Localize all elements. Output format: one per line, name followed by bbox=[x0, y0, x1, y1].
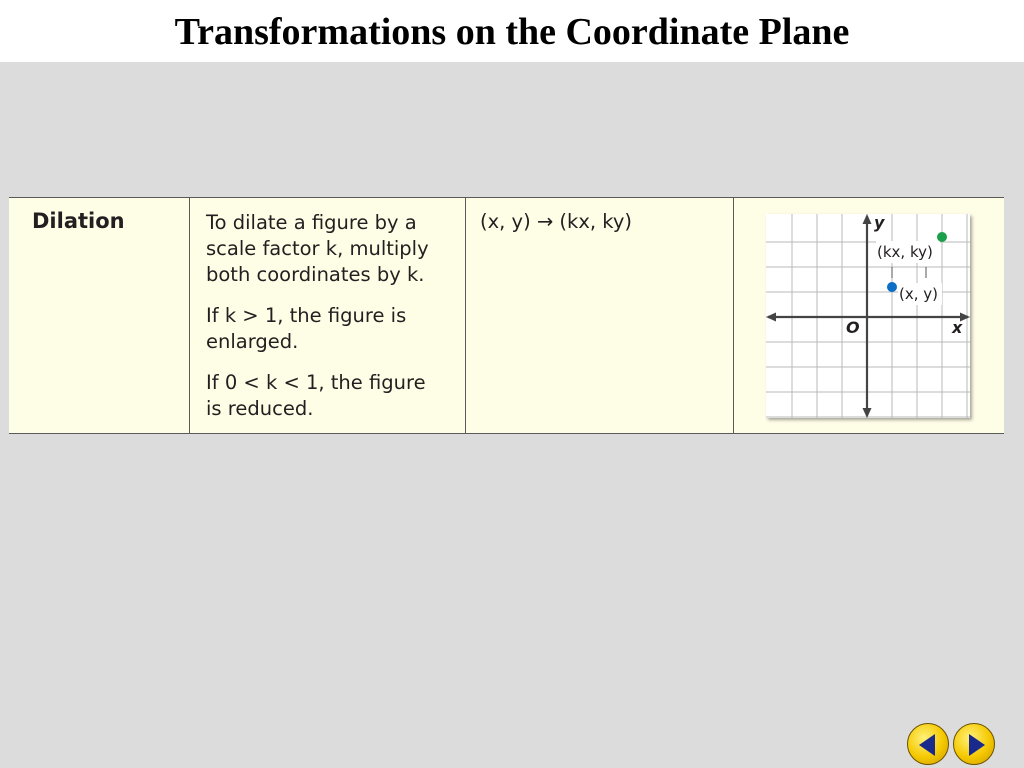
term-cell bbox=[9, 198, 190, 433]
image-point-label: (kx, ky) bbox=[877, 243, 933, 261]
image-point bbox=[937, 232, 947, 242]
y-axis-arrow-up-icon bbox=[863, 214, 872, 224]
description-line: If 0 < k < 1, the figure bbox=[206, 371, 426, 394]
description-paragraph-3 bbox=[206, 370, 461, 422]
description-line: To dilate a figure by a bbox=[206, 211, 417, 234]
description-paragraph-1 bbox=[206, 210, 461, 288]
original-point bbox=[887, 282, 897, 292]
description-text bbox=[206, 210, 461, 437]
description-paragraph-2 bbox=[206, 303, 461, 355]
description-line: enlarged. bbox=[206, 330, 299, 353]
rule-cell bbox=[466, 198, 734, 433]
description-cell bbox=[190, 198, 466, 433]
slide-content bbox=[0, 62, 1024, 768]
description-line: both coordinates by k. bbox=[206, 263, 425, 286]
coordinate-graph bbox=[766, 214, 970, 418]
term-label: Dilation bbox=[32, 209, 125, 233]
previous-slide-button[interactable] bbox=[907, 723, 949, 765]
title-bar bbox=[0, 0, 1024, 62]
x-axis-label: x bbox=[952, 318, 963, 337]
transformation-table bbox=[9, 197, 1004, 434]
navigation-buttons bbox=[907, 723, 997, 767]
description-line: If k > 1, the figure is bbox=[206, 304, 407, 327]
coordinate-graph-svg bbox=[766, 214, 970, 418]
description-line: scale factor k, multiply bbox=[206, 237, 429, 260]
mapping-rule: (x, y) → (kx, ky) bbox=[480, 210, 633, 233]
x-axis-arrow-left-icon bbox=[766, 313, 776, 322]
original-point-label: (x, y) bbox=[899, 285, 938, 303]
next-slide-button[interactable] bbox=[953, 723, 995, 765]
origin-label: O bbox=[846, 318, 860, 337]
graph-cell bbox=[734, 198, 1004, 433]
description-line: is reduced. bbox=[206, 397, 314, 420]
y-axis-label: y bbox=[874, 214, 885, 232]
triangle-left-icon bbox=[908, 724, 950, 766]
triangle-right-icon bbox=[954, 724, 996, 766]
page-title: Transformations on the Coordinate Plane bbox=[174, 11, 850, 53]
